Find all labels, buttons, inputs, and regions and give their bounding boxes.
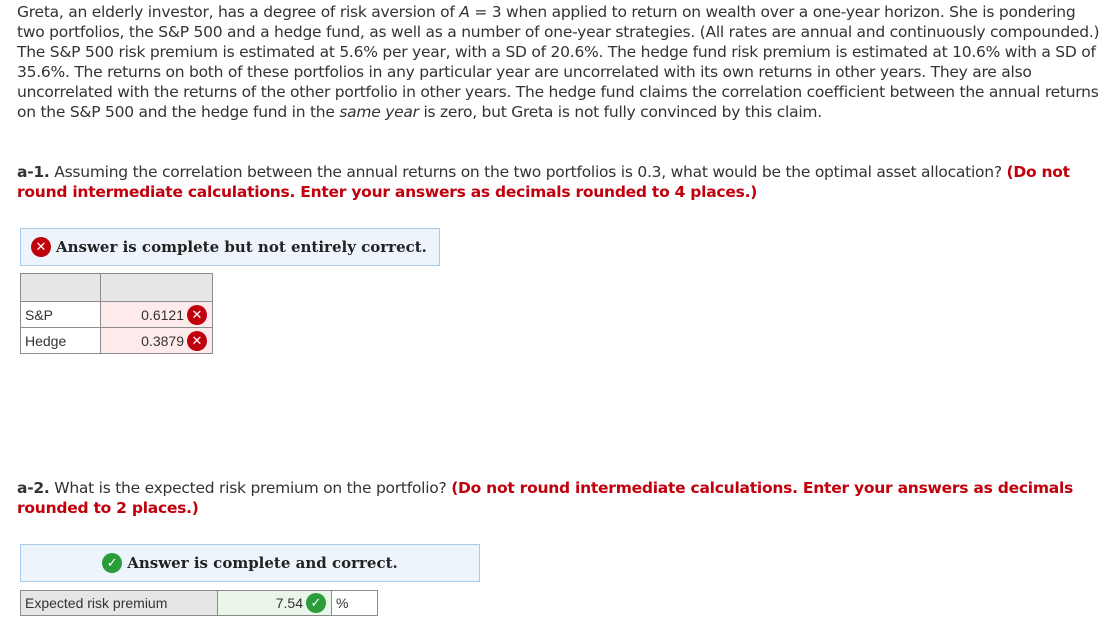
answer-input-sp[interactable] xyxy=(101,302,213,328)
answer-value-hedge: 0.3879 xyxy=(141,333,184,349)
same-year-emphasis: same year xyxy=(339,103,419,121)
percent-unit: % xyxy=(332,590,378,616)
problem-text-2: = 3 when applied to return on wealth over a one-year horizon. She is pondering two portfolios, the S&P 500 and a hedge fund, as well as a number of one-year strategies. (All rates are annual and continuously compounded.) The S&P 500 risk premium is estimated at 5.6% per year, with a SD of 20.6%. The hedge fund risk premium is estimated at 10.6% with a SD of 35.6%. The returns on both of these portfolios in any particular year are uncorrelated with its own returns in other years. They are also uncorrelated with the returns of the other portfolio in other years. The hedge fund claims the correlation coefficient between the annual returns on the S&P 500 and the hedge fund in the xyxy=(17,3,1100,121)
question-a2-number: a-2. xyxy=(17,479,50,497)
expected-risk-premium-input[interactable] xyxy=(218,590,332,616)
question-a2-instruction: (Do not round intermediate calculations. Enter your answers as decimals rounded to 2 places.) xyxy=(17,479,1073,517)
check-circle-icon: ✓ xyxy=(102,553,122,573)
expected-risk-premium-label: Expected risk premium xyxy=(20,590,218,616)
a1-feedback-banner xyxy=(20,228,440,266)
expected-risk-premium-value: 7.54 xyxy=(275,595,303,611)
incorrect-x-icon: ✕ xyxy=(187,305,207,325)
problem-statement xyxy=(17,2,1102,122)
answer-value-sp: 0.6121 xyxy=(141,307,184,323)
incorrect-x-icon: ✕ xyxy=(187,331,207,351)
problem-text-1: Greta, an elderly investor, has a degree of risk aversion of xyxy=(17,3,460,21)
header-cell-blank xyxy=(21,274,101,302)
header-cell-blank xyxy=(101,274,213,302)
question-a2-text: What is the expected risk premium on the portfolio? xyxy=(49,479,452,497)
row-label-sp: S&P xyxy=(21,302,101,328)
expected-risk-premium-row xyxy=(20,590,378,616)
x-circle-icon: ✕ xyxy=(31,237,51,257)
table-row xyxy=(21,328,213,354)
question-a2 xyxy=(17,478,1107,518)
table-header-row xyxy=(21,274,213,302)
correct-check-icon: ✓ xyxy=(306,593,326,613)
answer-input-hedge[interactable] xyxy=(101,328,213,354)
a1-feedback-text: Answer is complete but not entirely correct. xyxy=(56,238,427,256)
a2-feedback-text: Answer is complete and correct. xyxy=(127,554,398,572)
question-a1 xyxy=(17,162,1107,202)
question-a1-number: a-1. xyxy=(17,163,50,181)
problem-text-3: is zero, but Greta is not fully convinced by this claim. xyxy=(418,103,822,121)
a2-feedback-banner xyxy=(20,544,480,582)
row-label-hedge: Hedge xyxy=(21,328,101,354)
question-a1-instruction: (Do not round intermediate calculations. Enter your answers as decimals rounded to 4 places.) xyxy=(17,163,1070,201)
allocation-table xyxy=(20,273,213,354)
variable-a: A xyxy=(459,3,470,21)
table-row xyxy=(21,302,213,328)
question-a1-text: Assuming the correlation between the annual returns on the two portfolios is 0.3, what would be the optimal asset allocation? xyxy=(49,163,1007,181)
